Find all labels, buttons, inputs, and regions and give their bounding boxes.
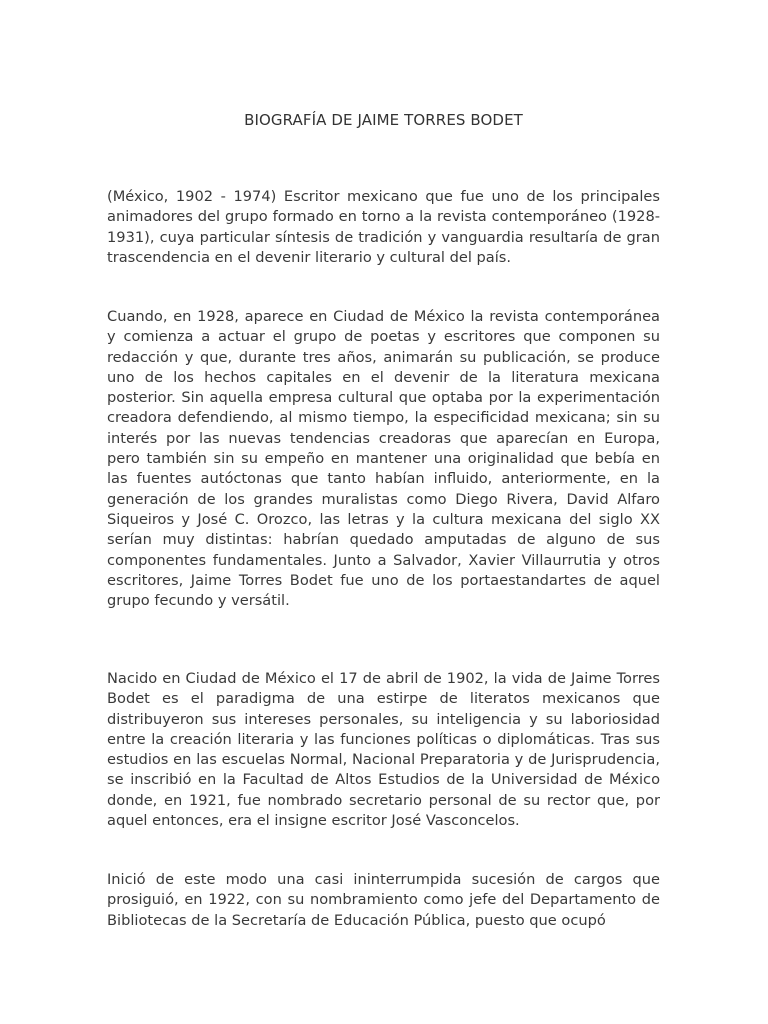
paragraph-intro: (México, 1902 - 1974) Escritor mexicano que fue uno de los principales animadores del grupo formado en torno a la revista contemporáneo (1928-1931), cuya particular síntesis de tradición y vanguardia resultaría de gran trascendencia en el devenir literario y cultural del país.: [107, 188, 660, 266]
paragraph-career: Inició de este modo una casi ininterrumpida sucesión de cargos que prosiguió, en 1922, con su nombramiento como jefe del Departamento de Bibliotecas de la Secretaría de Educación Pública, puesto que ocupó: [107, 871, 660, 929]
paragraph-contemporaneos: Cuando, en 1928, aparece en Ciudad de México la revista contemporánea y comienza a actuar el grupo de poetas y escritores que componen su redacción y que, durante tres años, animarán su publicación, se produce uno de los hechos capitales en el devenir de la literatura mexicana posterior. Sin aquella empresa cultural que optaba por la experimentación creadora defendiendo, al mismo tiempo, la especificidad mexicana; sin su interés por las nuevas tendencias creadoras que aparecían en Europa, pero también sin su empeño en mantener una originalidad que bebía en las fuentes autóctonas que tanto habían influido, anteriormente, en la generación de los grandes muralistas como Diego Rivera, David Alfaro Siqueiros y José C. Orozco, las letras y la cultura mexicana del siglo XX serían muy distintas: habrían quedado amputadas de alguno de sus componentes fundamentales. Junto a Salvador, Xavier Villaurrutia y otros escritores, Jaime Torres Bodet fue uno de los portaestandartes de aquel grupo fecundo y versátil.: [107, 308, 660, 610]
document-title: BIOGRAFÍA DE JAIME TORRES BODET: [244, 111, 523, 129]
paragraph-birth: Nacido en Ciudad de México el 17 de abril de 1902, la vida de Jaime Torres Bodet es el paradigma de una estirpe de literatos mexicanos que distribuyeron sus intereses personales, su inteligencia y su laboriosidad entre la creación literaria y las funciones políticas o diplomáticas. Tras sus estudios en las escuelas Normal, Nacional Preparatoria y de Jurisprudencia, se inscribió en la Facultad de Altos Estudios de la Universidad de México donde, en 1921, fue nombrado secretario personal de su rector que, por aquel entonces, era el insigne escritor José Vasconcelos.: [107, 670, 660, 830]
